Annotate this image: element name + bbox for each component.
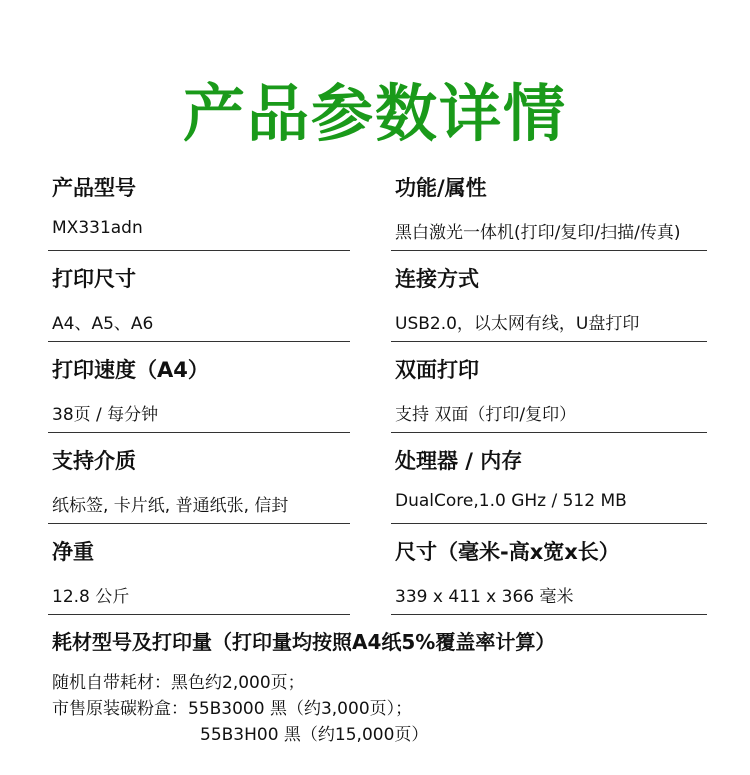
spec-value: 纸标签, 卡片纸, 普通纸张, 信封 <box>52 496 289 516</box>
spec-value: 12.8 公斤 <box>52 587 130 607</box>
spec-value: 38页 / 每分钟 <box>52 405 159 425</box>
spec-value: 黑白激光一体机(打印/复印/扫描/传真) <box>395 223 681 243</box>
spec-label: 连接方式 <box>395 267 479 291</box>
spec-value: DualCore,1.0 GHz / 512 MB <box>395 491 627 511</box>
divider <box>48 523 350 524</box>
consumables-line: 市售原装碳粉盒：55B3000 黑（约3,000页）； <box>52 699 413 719</box>
consumables-section <box>52 626 712 745</box>
divider <box>48 341 350 342</box>
spec-value: 339 x 411 x 366 毫米 <box>395 587 574 607</box>
spec-label: 打印尺寸 <box>52 267 136 291</box>
divider <box>391 432 707 433</box>
spec-label: 产品型号 <box>52 176 136 200</box>
spec-label: 打印速度（A4） <box>52 358 209 382</box>
consumables-label: 耗材型号及打印量（打印量均按照A4纸5%覆盖率计算） <box>52 630 556 654</box>
consumables-line: 55B3H00 黑（约15,000页） <box>200 725 429 745</box>
divider <box>391 250 707 251</box>
spec-label: 处理器 / 内存 <box>395 449 523 473</box>
spec-value: A4、A5、A6 <box>52 314 154 334</box>
divider <box>48 614 350 615</box>
spec-label: 净重 <box>52 540 94 564</box>
spec-label: 双面打印 <box>395 358 479 382</box>
spec-label: 功能/属性 <box>395 176 487 200</box>
spec-value: USB2.0，以太网有线，U盘打印 <box>395 314 640 334</box>
spec-label: 支持介质 <box>52 449 136 473</box>
spec-value: MX331adn <box>52 218 143 238</box>
spec-label: 尺寸（毫米-高x宽x长） <box>395 540 620 564</box>
divider <box>48 250 350 251</box>
page-title: 产品参数详情 <box>182 77 567 150</box>
divider <box>391 614 707 615</box>
consumables-line: 随机自带耗材：黑色约2,000页； <box>52 673 305 693</box>
divider <box>391 341 707 342</box>
divider <box>391 523 707 524</box>
divider <box>48 432 350 433</box>
spec-value: 支持 双面（打印/复印） <box>395 405 577 425</box>
consumables-list <box>52 670 428 748</box>
